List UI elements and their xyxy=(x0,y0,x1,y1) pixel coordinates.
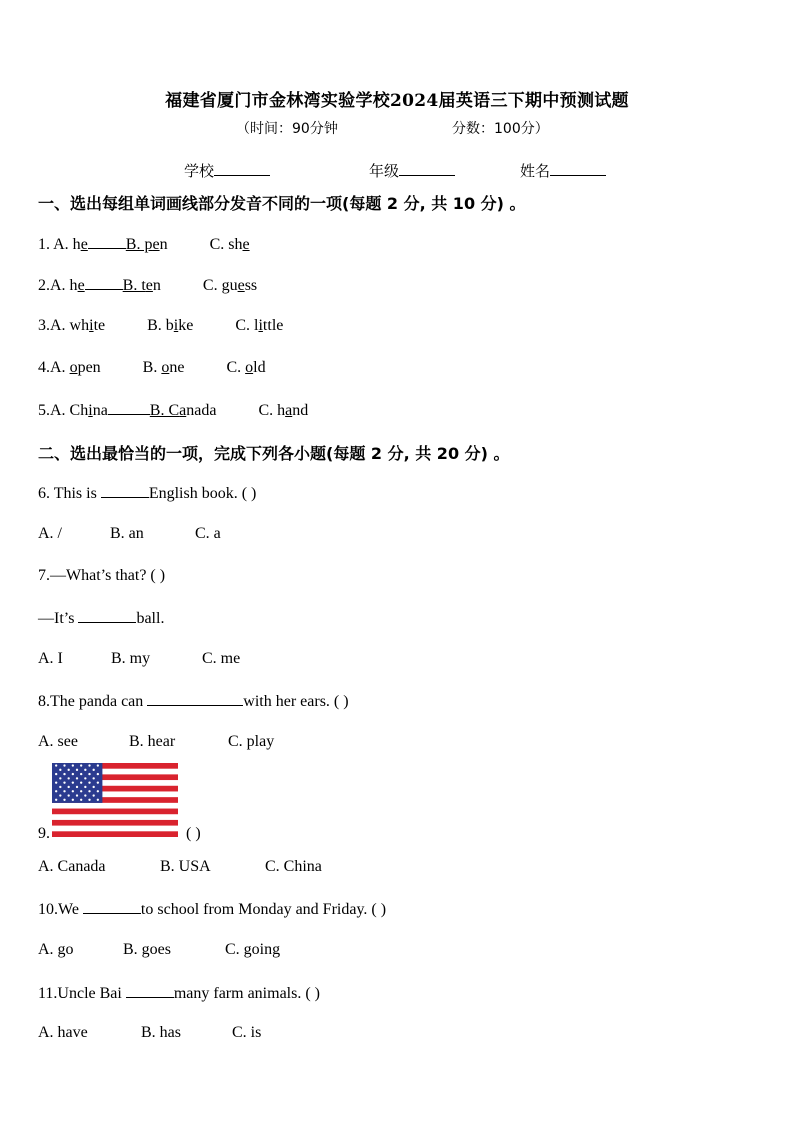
question-9: 9. ( ) xyxy=(38,825,201,842)
question-2: 2.A. he B. ten C. guess xyxy=(38,277,258,294)
option-b[interactable]: B. hear xyxy=(129,733,176,750)
question-5: 5.A. China B. Canada C. hand xyxy=(38,402,309,419)
question-10-options xyxy=(38,941,280,959)
question-7: 7.—What’s that? ( ) xyxy=(38,567,166,584)
name-field[interactable] xyxy=(520,160,606,181)
question-8: 8.The panda can with her ears. ( ) xyxy=(38,693,349,710)
question-6-options xyxy=(38,525,221,543)
option-c[interactable]: C. China xyxy=(265,858,322,875)
option-a[interactable]: A. / xyxy=(38,525,62,542)
answer-blank[interactable] xyxy=(147,691,243,706)
option-a[interactable]: A. see xyxy=(38,733,78,750)
section-2-heading: 二、选出最恰当的一项，完成下列各小题(每题 2 分, 共 20 分) 。 xyxy=(38,444,510,463)
question-1: 1. A. he B. pen C. she xyxy=(38,236,250,253)
answer-blank[interactable] xyxy=(78,608,136,623)
score-info: 分数：100分） xyxy=(452,121,549,137)
option-c[interactable]: C. going xyxy=(225,941,281,958)
section-1-heading: 一、选出每组单词画线部分发音不同的一项(每题 2 分, 共 10 分) 。 xyxy=(38,194,526,213)
school-field[interactable] xyxy=(184,160,270,181)
question-7-answer-line: —It’s ball. xyxy=(38,610,165,627)
option-b[interactable]: B. an xyxy=(110,525,144,542)
option-c[interactable]: C. is xyxy=(232,1024,262,1041)
option-a[interactable]: A. Canada xyxy=(38,858,106,875)
question-6: 6. This is English book. ( ) xyxy=(38,485,257,502)
question-4: 4.A. open B. one C. old xyxy=(38,359,266,376)
option-b[interactable]: B. USA xyxy=(160,858,211,875)
name-label: 姓名 xyxy=(520,162,551,180)
option-b[interactable]: B. my xyxy=(111,650,151,667)
question-10: 10.We to school from Monday and Friday. ( ) xyxy=(38,901,387,918)
answer-blank[interactable] xyxy=(83,899,141,914)
option-b[interactable]: B. has xyxy=(141,1024,181,1041)
time-info: （时间：90分钟 xyxy=(236,121,338,137)
question-9-options xyxy=(38,858,322,876)
name-blank[interactable] xyxy=(550,161,606,176)
option-a[interactable]: A. I xyxy=(38,650,63,667)
question-8-options xyxy=(38,733,274,751)
school-label: 学校 xyxy=(184,162,215,180)
grade-field[interactable] xyxy=(369,160,455,181)
answer-blank[interactable] xyxy=(101,483,149,498)
grade-label: 年级 xyxy=(369,162,400,180)
option-c[interactable]: C. me xyxy=(202,650,241,667)
question-7-options xyxy=(38,650,240,668)
answer-blank[interactable] xyxy=(126,983,174,998)
grade-blank[interactable] xyxy=(399,161,455,176)
option-c[interactable]: C. play xyxy=(228,733,275,750)
question-3: 3.A. white B. bike C. little xyxy=(38,317,284,334)
option-a[interactable]: A. have xyxy=(38,1024,88,1041)
question-11: 11.Uncle Bai many farm animals. ( ) xyxy=(38,985,320,1002)
option-b[interactable]: B. goes xyxy=(123,941,171,958)
school-blank[interactable] xyxy=(214,161,270,176)
option-a[interactable]: A. go xyxy=(38,941,74,958)
question-11-options xyxy=(38,1024,261,1042)
page-title: 福建省厦门市金林湾实验学校2024届英语三下期中预测试题 xyxy=(165,91,629,111)
option-c[interactable]: C. a xyxy=(195,525,221,542)
